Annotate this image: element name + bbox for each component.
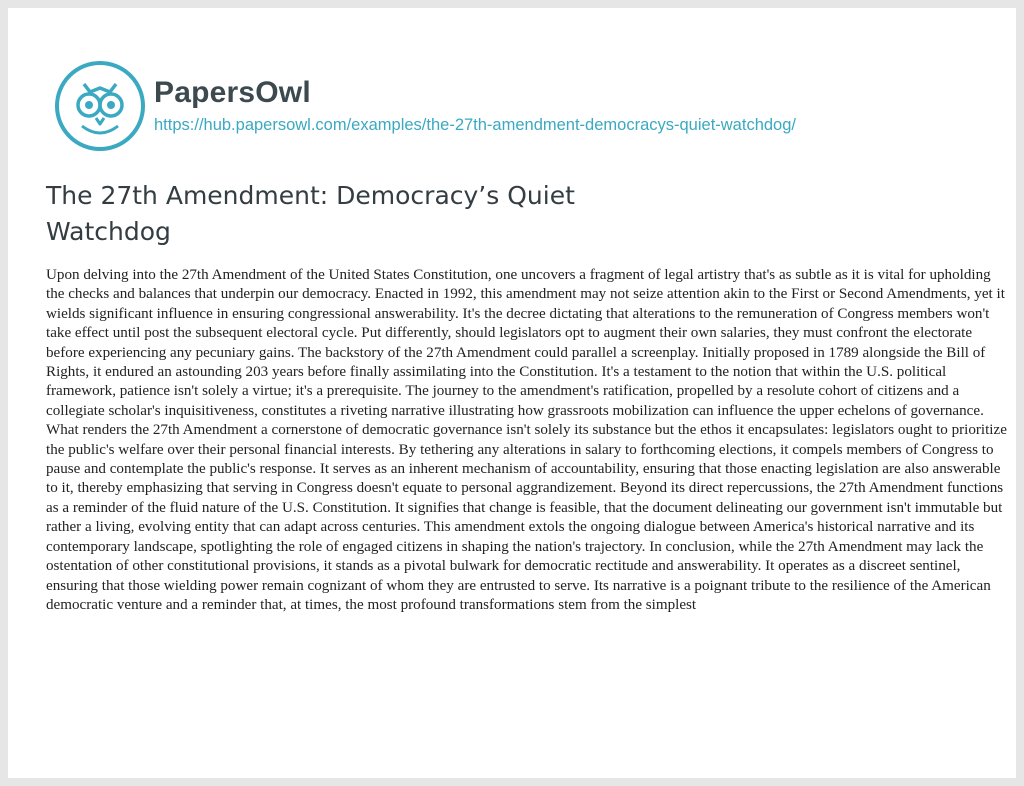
- essay-body: Upon delving into the 27th Amendment of the United States Constitution, one uncovers a fragment of legal artistry that's as subtle as it is vital for upholding the checks and balances that underpin our democracy. Enacted in 1992, this amendment may not seize attention akin to the First or Second Amendments, yet it wields significant influence in ensuring congressional answerability. It's the decree dictating that alterations to the remuneration of Congress members won't take effect until post the subsequent electoral cycle. Put differently, should legislators opt to augment their own salaries, they must confront the electorate before experiencing any pecuniary gains. The backstory of the 27th Amendment could parallel a screenplay. Initially proposed in 1789 alongside the Bill of Rights, it endured an astounding 203 years before finally assimilating into the Constitution. It's a testament to the notion that within the U.S. political framework, patience isn't solely a virtue; it's a prerequisite. The journey to the amendment's ratification, propelled by a resolute cohort of citizens and a collegiate scholar's inquisitiveness, constitutes a riveting narrative illustrating how grassroots mobilization can influence the upper echelons of governance. What renders the 27th Amendment a cornerstone of democratic governance isn't solely its substance but the ethos it encapsulates: legislators ought to prioritize the public's welfare over their personal financial interests. By tethering any alterations in salary to forthcoming elections, it compels members of Congress to pause and contemplate the public's response. It serves as an inherent mechanism of accountability, ensuring that those enacting legislation are also answerable to it, thereby emphasizing that serving in Congress doesn't equate to personal aggrandizement. Beyond its direct repercussions, the 27th Amendment functions as a reminder of the fluid nature of the U.S. Constitution. It signifies that change is feasible, that the document delineating our government isn't immutable but rather a living, evolving entity that can adapt across centuries. This amendment extols the ongoing dialogue between America's historical narrative and its contemporary landscape, spotlighting the role of engaged citizens in shaping the nation's trajectory. In conclusion, while the 27th Amendment may lack the ostentation of other constitutional provisions, it stands as a pivotal bulwark for democratic rectitude and answerability. It operates as a discreet sentinel, ensuring that those wielding power remain cognizant of whom they are entrusted to serve. Its narrative is a poignant tribute to the resilience of the American democratic venture and a reminder that, at times, the most profound transformations stem from the simplest: [46, 267, 1007, 613]
- source-url-link[interactable]: https://hub.papersowl.com/examples/the-27th-amendment-democracys-quiet-watchdog/: [154, 116, 796, 134]
- brand-name: PapersOwl: [154, 76, 311, 109]
- brand-block: [154, 76, 796, 136]
- owl-logo-icon: [54, 60, 146, 152]
- header: [54, 60, 796, 152]
- document-page: [8, 8, 1016, 778]
- essay-title: The 27th Amendment: Democracy’s Quiet Watchdog: [46, 181, 575, 246]
